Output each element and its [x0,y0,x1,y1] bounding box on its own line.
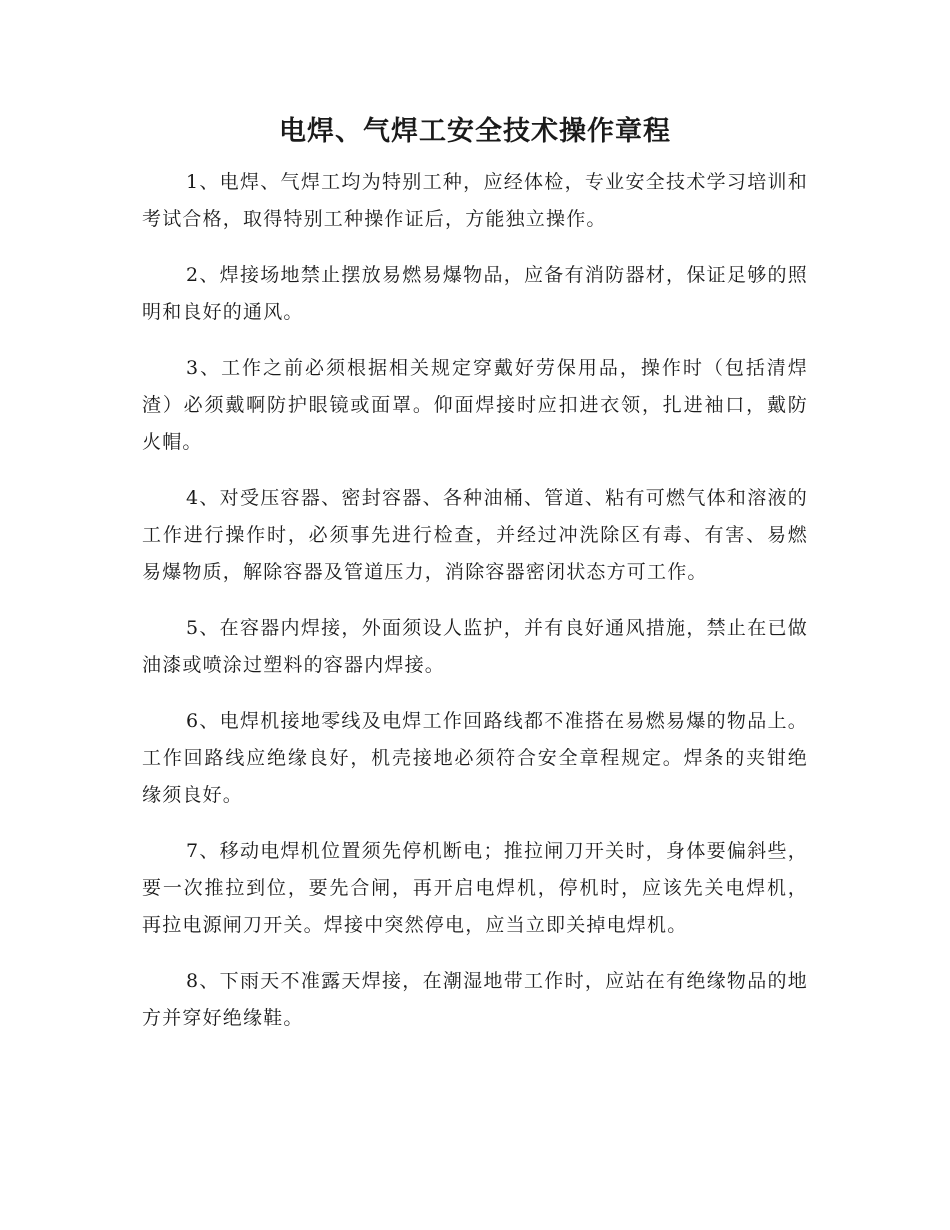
document-body [142,164,808,1056]
document-title: 电焊、气焊工安全技术操作章程 [279,116,671,147]
paragraph-8: 8、下雨天不准露天焊接，在潮湿地带工作时，应站在有绝缘物品的地方并穿好绝缘鞋。 [142,970,808,1029]
paragraph-1: 1、电焊、气焊工均为特别工种，应经体检，专业安全技术学习培训和考试合格，取得特别工种操作证后，方能独立操作。 [142,171,808,230]
paragraph-6: 6、电焊机接地零线及电焊工作回路线都不准搭在易燃易爆的物品上。工作回路线应绝缘良好，机壳接地必须符合安全章程规定。焊条的夹钳绝缘须良好。 [142,710,808,806]
paragraph-3: 3、工作之前必须根据相关规定穿戴好劳保用品，操作时（包括清焊渣）必须戴啊防护眼镜或面罩。仰面焊接时应扣进衣领，扎进袖口，戴防火帽。 [142,357,808,453]
paragraph-4: 4、对受压容器、密封容器、各种油桶、管道、粘有可燃气体和溶液的工作进行操作时，必须事先进行检查，并经过冲洗除区有毒、有害、易燃易爆物质，解除容器及管道压力，消除容器密闭状态方可工作。 [142,487,808,583]
paragraph-7: 7、移动电焊机位置须先停机断电；推拉闸刀开关时，身体要偏斜些，要一次推拉到位，要先合闸，再开启电焊机，停机时，应该先关电焊机，再拉电源闸刀开关。焊接中突然停电，应当立即关掉电焊机。 [142,840,808,936]
paragraph-5: 5、在容器内焊接，外面须设人监护，并有良好通风措施，禁止在已做油漆或喷涂过塑料的容器内焊接。 [142,617,808,676]
paragraph-2: 2、焊接场地禁止摆放易燃易爆物品，应备有消防器材，保证足够的照明和良好的通风。 [142,264,808,323]
